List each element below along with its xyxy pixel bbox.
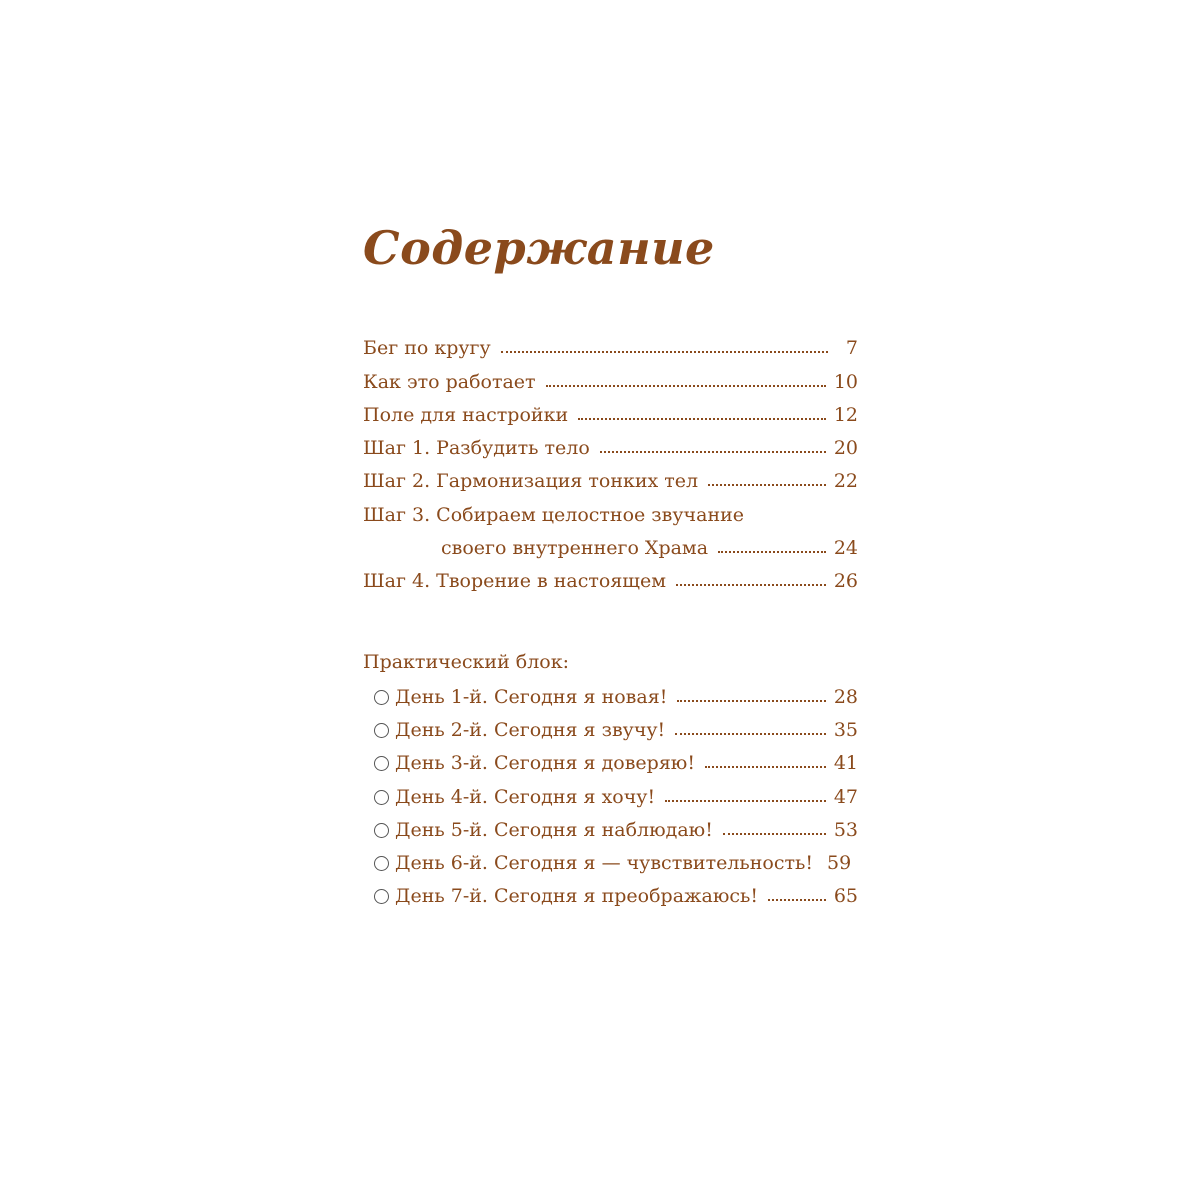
toc-entry-label: Шаг 4. Творение в настоящем xyxy=(363,570,666,593)
practice-heading: Практический блок: xyxy=(363,651,570,674)
toc-entry-page: 26 xyxy=(833,570,858,593)
toc-entry-label: Поле для настройки xyxy=(363,403,569,426)
practice-entry[interactable] xyxy=(363,707,858,740)
main-entries xyxy=(363,325,858,591)
checkbox-circle-icon[interactable] xyxy=(374,690,389,705)
toc-entry-label: своего внутреннего Храма xyxy=(441,537,709,560)
toc-entry-label: Как это работает xyxy=(363,370,536,393)
dot-leader xyxy=(723,833,826,835)
dot-leader xyxy=(718,551,826,553)
table-of-contents xyxy=(363,221,858,908)
dot-leader xyxy=(675,733,826,735)
toc-entry-page: 24 xyxy=(833,537,858,560)
practice-entry-page: 41 xyxy=(833,752,858,775)
practice-entry-label: День 7-й. Сегодня я преображаюсь! xyxy=(395,885,758,908)
dot-leader xyxy=(676,584,826,586)
practice-entry[interactable] xyxy=(363,807,858,840)
practice-entry[interactable] xyxy=(363,873,858,906)
practice-entry-page: 59 xyxy=(826,852,852,875)
checkbox-circle-icon[interactable] xyxy=(374,756,389,771)
practice-entry-page: 35 xyxy=(833,718,858,741)
dot-leader xyxy=(665,800,826,802)
toc-entry[interactable] xyxy=(363,558,858,591)
dot-leader xyxy=(708,484,826,486)
checkbox-circle-icon[interactable] xyxy=(374,889,389,904)
toc-entry[interactable] xyxy=(363,525,858,558)
toc-entry-page: 12 xyxy=(833,403,858,426)
practice-entry-label: День 1-й. Сегодня я новая! xyxy=(395,685,668,708)
toc-entry-label: Шаг 3. Собираем целостное звучание xyxy=(363,503,745,526)
dot-leader xyxy=(677,700,825,702)
toc-entry-page: 10 xyxy=(833,370,858,393)
dot-leader xyxy=(705,766,826,768)
toc-entry-label: Шаг 1. Разбудить тело xyxy=(363,437,590,460)
dot-leader xyxy=(501,351,828,353)
practice-entry-label: День 4-й. Сегодня я хочу! xyxy=(395,785,656,808)
toc-entry-continued[interactable] xyxy=(363,491,858,524)
toc-entry-page: 7 xyxy=(845,337,858,360)
toc-entry[interactable] xyxy=(363,358,858,391)
practice-entry[interactable] xyxy=(363,773,858,806)
practice-entry-page: 28 xyxy=(833,685,858,708)
practice-entry-page: 65 xyxy=(833,885,858,908)
checkbox-circle-icon[interactable] xyxy=(374,790,389,805)
toc-entry-label: Шаг 2. Гармонизация тонких тел xyxy=(363,470,699,493)
checkbox-circle-icon[interactable] xyxy=(374,823,389,838)
toc-entry-label: Бег по кругу xyxy=(363,337,491,360)
page-title: Содержание xyxy=(363,221,715,275)
dot-leader xyxy=(578,418,826,420)
toc-entry[interactable] xyxy=(363,458,858,491)
toc-entry[interactable] xyxy=(363,392,858,425)
practice-entry-label: День 5-й. Сегодня я наблюдаю! xyxy=(395,818,713,841)
practice-entry[interactable] xyxy=(363,740,858,773)
practice-entry-label: День 2-й. Сегодня я звучу! xyxy=(395,718,666,741)
practice-entry-page: 47 xyxy=(833,785,858,808)
toc-entry-page: 20 xyxy=(833,437,858,460)
dot-leader xyxy=(600,451,826,453)
checkbox-circle-icon[interactable] xyxy=(374,723,389,738)
practice-entry[interactable] xyxy=(363,840,858,873)
checkbox-circle-icon[interactable] xyxy=(374,856,389,871)
dot-leader xyxy=(546,385,826,387)
practice-entry-page: 53 xyxy=(833,818,858,841)
practice-entries xyxy=(363,673,858,906)
toc-entry[interactable] xyxy=(363,325,858,358)
practice-entry-label: День 3-й. Сегодня я доверяю! xyxy=(395,752,695,775)
toc-entry[interactable] xyxy=(363,425,858,458)
dot-leader xyxy=(768,899,826,901)
practice-entry[interactable] xyxy=(363,673,858,706)
practice-entry-label: День 6-й. Сегодня я — чувствительность! xyxy=(395,852,813,875)
toc-entry-page: 22 xyxy=(833,470,858,493)
